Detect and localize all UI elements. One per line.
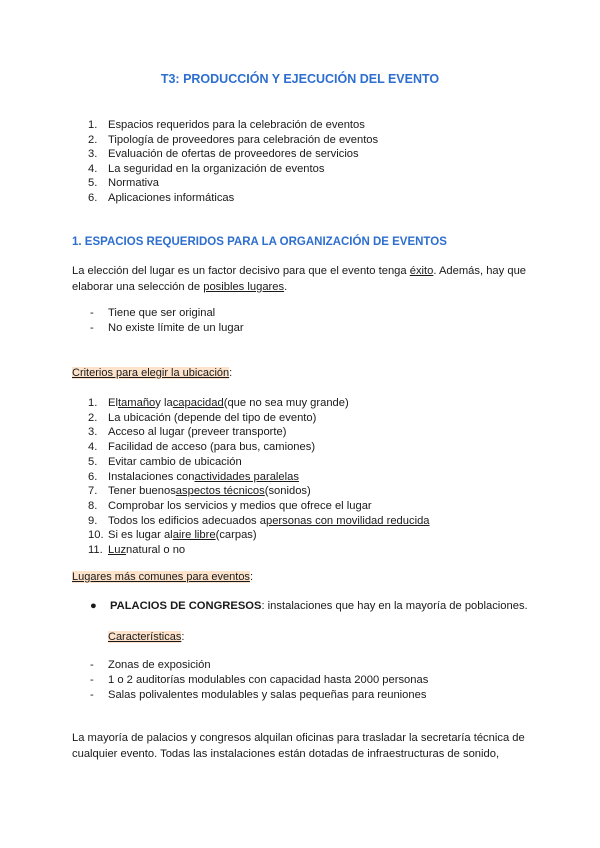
list-item: - Tiene que ser original <box>90 307 216 319</box>
toc-item: 1. Espacios requeridos para la celebración de eventos <box>88 119 365 131</box>
caracteristicas-label[interactable]: Características <box>108 631 182 643</box>
list-item: 6. Instalaciones con actividades paralelas <box>88 470 299 483</box>
link-aire-libre[interactable]: aire libre <box>172 529 216 542</box>
lugares-label[interactable]: Lugares más comunes para eventos <box>72 571 250 583</box>
list-item: 5. Evitar cambio de ubicación <box>88 455 242 468</box>
list-item: 9. Todos los edificios adecuados a personas con movilidad reducida <box>88 514 430 527</box>
caracteristicas-list <box>90 658 428 704</box>
list-item: 4. Facilidad de acceso (para bus, camiones) <box>88 441 316 454</box>
toc-item: 4. La seguridad en la organización de eventos <box>88 162 325 175</box>
link-exito[interactable]: éxito <box>409 265 434 277</box>
list-item: 1. El tamaño y la capacidad (que no sea muy grande) <box>88 397 349 409</box>
toc-item: 2. Tipología de proveedores para celebración de eventos <box>88 133 379 146</box>
link-capacidad[interactable]: capacidad <box>172 397 224 409</box>
list-item: - Zonas de exposición <box>90 659 211 671</box>
list-item: 3. Acceso al lugar (preveer transporte) <box>88 426 287 439</box>
section-heading: 1. ESPACIOS REQUERIDOS PARA LA ORGANIZACIÓN DE EVENTOS <box>72 236 447 248</box>
list-item: 11. Luz natural o no <box>88 544 186 557</box>
palacios-title: PALACIOS DE CONGRESOS <box>110 600 262 612</box>
link-aspectos-tecnicos[interactable]: aspectos técnicos <box>175 485 265 498</box>
caracteristicas-heading: Características: <box>108 631 185 643</box>
list-item: - No existe límite de un lugar <box>90 322 244 335</box>
link-actividades-paralelas[interactable]: actividades paralelas <box>194 470 299 483</box>
document-title: T3: PRODUCCIÓN Y EJECUCIÓN DEL EVENTO <box>160 72 440 86</box>
table-of-contents <box>88 118 378 206</box>
list-item: 2. La ubicación (depende del tipo de evento) <box>88 411 317 424</box>
criterios-list <box>88 396 430 558</box>
list-item: 10. Si es lugar al aire libre (carpas) <box>88 529 257 542</box>
list-item: - Salas polivalentes modulables y salas pequeñas para reuniones <box>90 689 427 702</box>
bullet-icon: ● <box>90 600 97 612</box>
requirements-list <box>90 306 244 336</box>
toc-item: 5. Normativa <box>88 177 159 190</box>
list-item: - 1 o 2 auditorías modulables con capacidad hasta 2000 personas <box>90 674 429 687</box>
criterios-label[interactable]: Criterios para elegir la ubicación <box>72 367 230 379</box>
link-movilidad-reducida[interactable]: personas con movilidad reducida <box>265 514 430 527</box>
intro-paragraph: La elección del lugar es un factor decisivo para que el evento tenga éxito. Además, hay que elaborar una selección de posibles lugares. <box>72 265 527 293</box>
toc-item: 3. Evaluación de ofertas de proveedores de servicios <box>88 148 359 161</box>
criterios-heading: Criterios para elegir la ubicación: <box>72 367 233 379</box>
list-item: 8. Comprobar los servicios y medios que ofrece el lugar <box>88 499 372 512</box>
lugares-heading: Lugares más comunes para eventos: <box>72 571 253 583</box>
link-tamano[interactable]: tamaño <box>117 397 156 409</box>
palacios-bullet: ● PALACIOS DE CONGRESOS: instalaciones que hay en la mayoría de poblaciones. <box>90 600 528 612</box>
link-luz[interactable]: Luz <box>108 544 127 557</box>
link-posibles-lugares[interactable]: posibles lugares <box>203 280 285 293</box>
closing-paragraph: La mayoría de palacios y congresos alquilan oficinas para trasladar la secretaría técnica de cualquier evento. Todas las instalaciones están dotadas de infraestructuras de sonido, <box>72 732 525 760</box>
toc-item: 6. Aplicaciones informáticas <box>88 191 235 204</box>
list-item: 7. Tener buenos aspectos técnicos (sonidos) <box>88 485 311 498</box>
